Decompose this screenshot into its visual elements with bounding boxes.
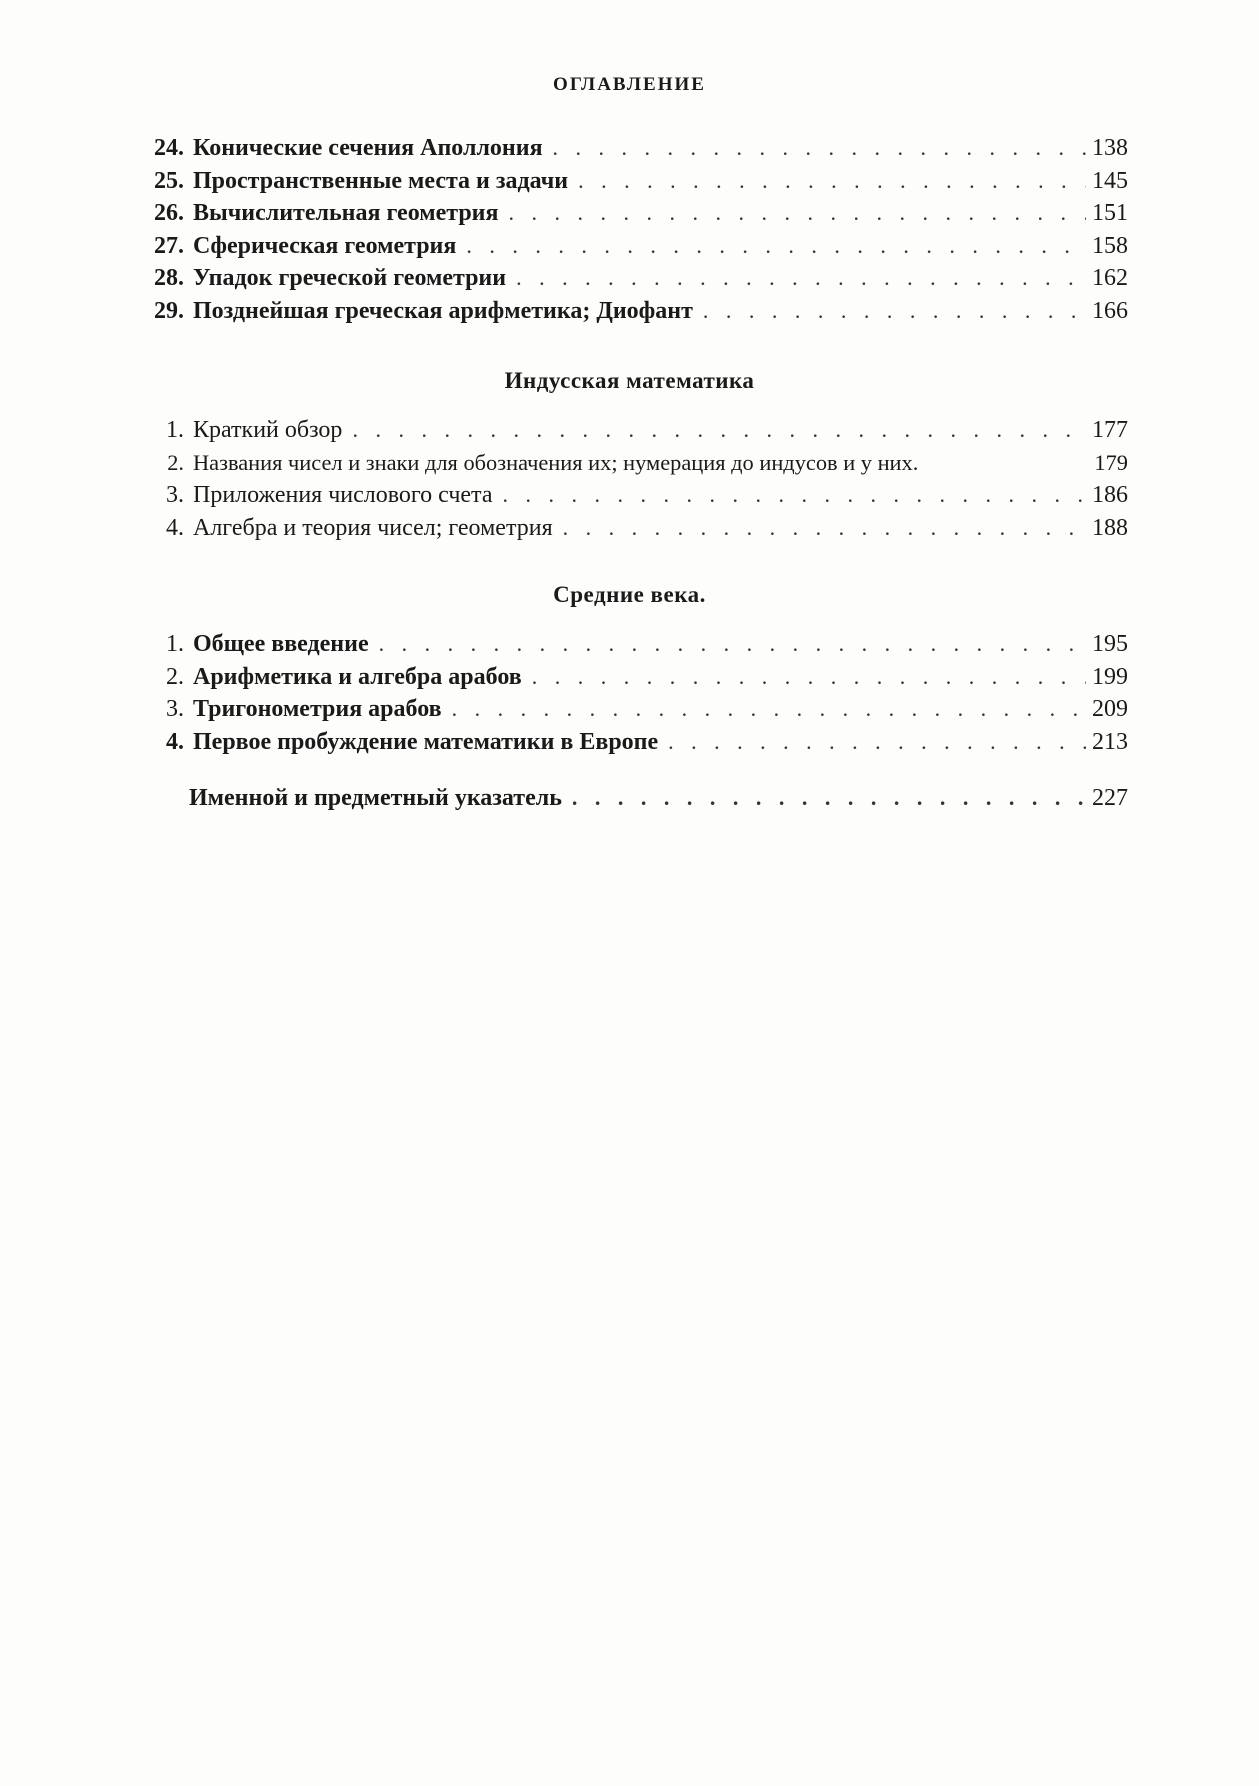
dot-leader [703,295,1086,327]
entry-page: 166 [1092,297,1128,324]
entry-number: 2. [167,449,184,475]
dot-leader [563,512,1086,544]
section-heading-middle-ages: Средние века. [553,582,706,607]
toc-greek [136,132,1128,327]
entry-title: Позднейшая греческая арифметика; Диофант [193,297,693,324]
entry-title: Упадок греческой геометрии [193,265,507,291]
entry-page: 138 [1092,135,1128,161]
toc-entry[interactable] [136,512,1128,545]
entry-title: Краткий обзор [193,417,343,443]
entry-title: Арифметика и алгебра арабов [193,663,522,690]
entry-number: 25. [154,167,184,194]
dot-leader [508,197,1086,229]
entry-title: Тригонометрия арабов [193,696,442,722]
entry-number: 3. [166,696,184,722]
dot-leader [379,628,1086,660]
toc-entry[interactable] [136,661,1128,694]
entry-number: 1. [166,417,184,443]
section-heading-hindu: Индусская математика [504,368,755,393]
toc-entry[interactable] [136,197,1128,230]
entry-page: 145 [1092,167,1128,194]
entry-title: Алгебра и теория чисел; геометрия [193,514,553,541]
entry-number: 29. [154,297,184,324]
entry-title: Сферическая геометрия [193,232,457,259]
dot-leader [352,414,1086,446]
entry-page: 213 [1092,728,1128,755]
entry-page: 188 [1092,514,1128,541]
entry-title: Названия чисел и знаки для обозначения их; нумерация до индусов и у них. [193,449,919,475]
dot-leader [668,726,1086,758]
entry-number: 28. [154,265,184,291]
dot-leader [516,262,1086,294]
entry-number: 2. [166,663,184,690]
entry-page: 227 [1092,785,1128,811]
dot-leader [578,165,1086,197]
dot-leader [452,693,1086,725]
toc-entry[interactable] [136,295,1128,328]
entry-page: 195 [1092,631,1128,657]
entry-title: Именной и предметный указатель [189,785,562,811]
entry-title: Первое пробуждение математики в Европе [193,728,659,755]
entry-title: Приложения числового счета [193,482,493,508]
toc-entry[interactable] [136,414,1128,447]
toc-entry[interactable] [136,628,1128,661]
entry-page: 186 [1092,482,1128,508]
entry-page: 151 [1092,200,1128,226]
entry-page: 162 [1092,265,1128,291]
toc-hindu [136,414,1128,544]
toc-entry[interactable] [136,693,1128,726]
toc-entry[interactable] [136,479,1128,512]
entry-number: 1. [166,631,184,657]
toc-entry[interactable] [136,262,1128,295]
dot-leader [553,132,1086,164]
entry-number: 4. [166,728,184,755]
entry-number: 24. [154,135,184,161]
toc-entry-index[interactable] [180,785,1128,812]
toc-entry[interactable] [136,447,1128,480]
entry-title: Пространственные места и задачи [193,167,569,194]
entry-title: Общее введение [193,631,369,657]
running-head: ОГЛАВЛЕНИЕ [553,74,706,95]
toc-entry[interactable] [136,132,1128,165]
entry-page: 179 [1094,449,1128,475]
entry-title: Вычислительная геометрия [193,200,499,226]
entry-page: 177 [1092,417,1128,443]
dot-leader [572,785,1086,811]
entry-page: 199 [1092,663,1128,690]
toc-entry[interactable] [136,165,1128,198]
entry-number: 26. [154,200,184,226]
entry-number: 3. [166,482,184,508]
entry-page: 158 [1092,232,1128,259]
entry-number: 4. [166,514,184,541]
dot-leader [466,230,1086,262]
entry-page: 209 [1092,696,1128,722]
toc-middle-ages [136,628,1128,758]
toc-entry[interactable] [136,230,1128,263]
dot-leader [502,479,1086,511]
toc-entry[interactable] [136,726,1128,759]
dot-leader [532,661,1086,693]
entry-number: 27. [154,232,184,259]
entry-title: Конические сечения Аполлония [193,135,543,161]
